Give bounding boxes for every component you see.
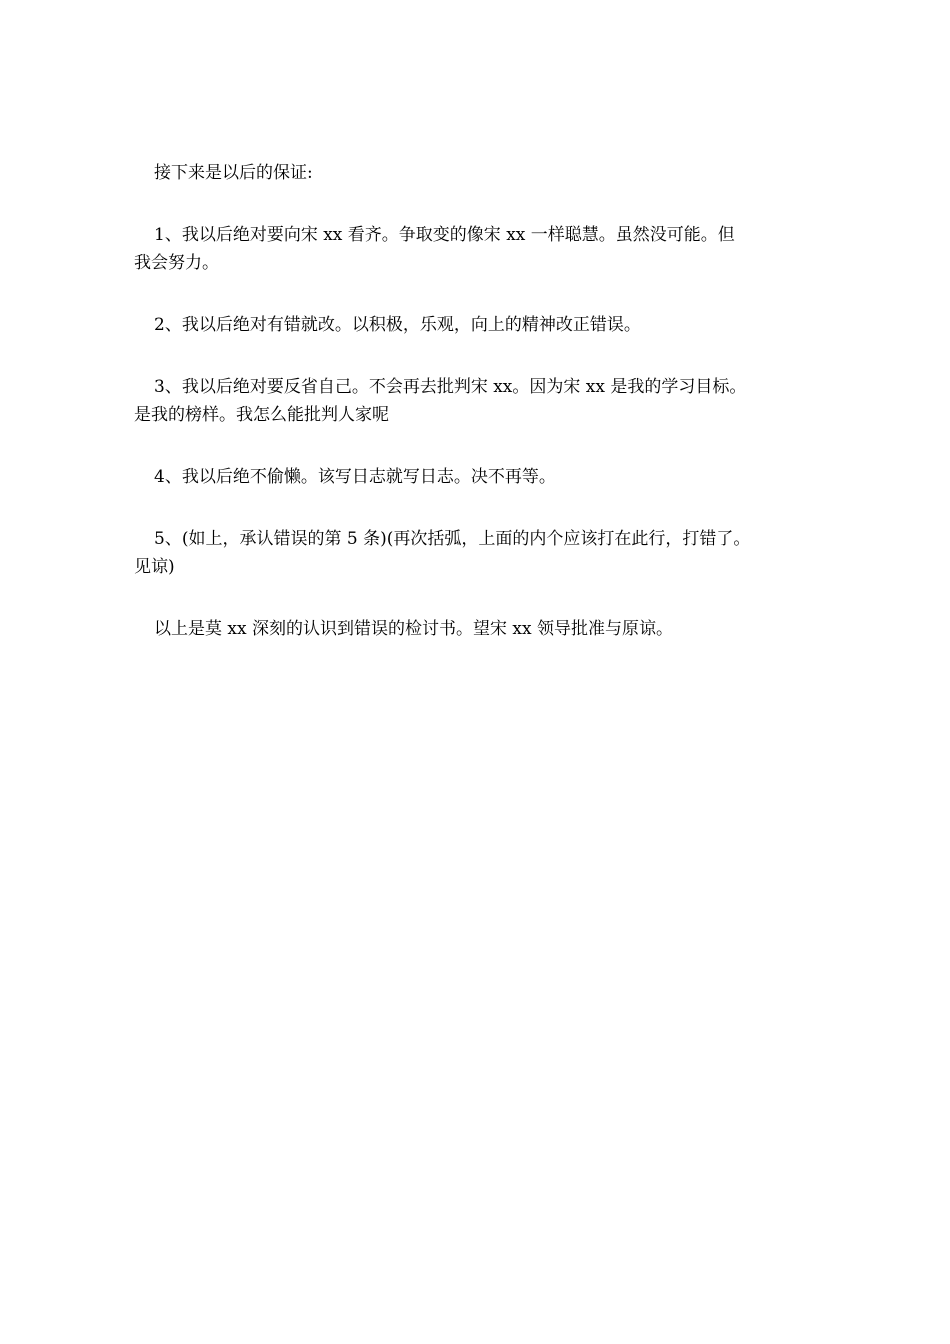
promise-item-4 [144, 463, 824, 491]
promise-item-2-line-1: 2、我以后绝对有错就改。以积极，乐观，向上的精神改正错误。 [154, 315, 641, 335]
promise-item-3-line-2: 是我的榜样。我怎么能批判人家呢 [134, 405, 389, 425]
closing-paragraph [144, 615, 824, 643]
promise-item-3 [134, 373, 824, 429]
intro-text: 接下来是以后的保证: [154, 163, 313, 183]
promise-item-1-line-1: 1、我以后绝对要向宋 xx 看齐。争取变的像宋 xx 一样聪慧。虽然没可能。但 [154, 225, 735, 245]
document-body [134, 159, 824, 677]
promise-item-3-line-1: 3、我以后绝对要反省自己。不会再去批判宋 xx。因为宋 xx 是我的学习目标。 [154, 377, 747, 397]
promise-item-5-line-2: 见谅) [134, 557, 175, 577]
closing-text: 以上是莫 xx 深刻的认识到错误的检讨书。望宋 xx 领导批准与原谅。 [154, 619, 673, 639]
promise-item-1 [134, 221, 824, 277]
promise-item-1-line-2: 我会努力。 [134, 253, 219, 273]
promise-item-5-line-1: 5、(如上，承认错误的第 5 条)(再次括弧，上面的内个应该打在此行，打错了。 [154, 529, 751, 549]
promise-item-4-line-1: 4、我以后绝不偷懒。该写日志就写日志。决不再等。 [154, 467, 556, 487]
promise-item-5 [134, 525, 824, 581]
intro-paragraph [144, 159, 824, 187]
promise-item-2 [144, 311, 824, 339]
